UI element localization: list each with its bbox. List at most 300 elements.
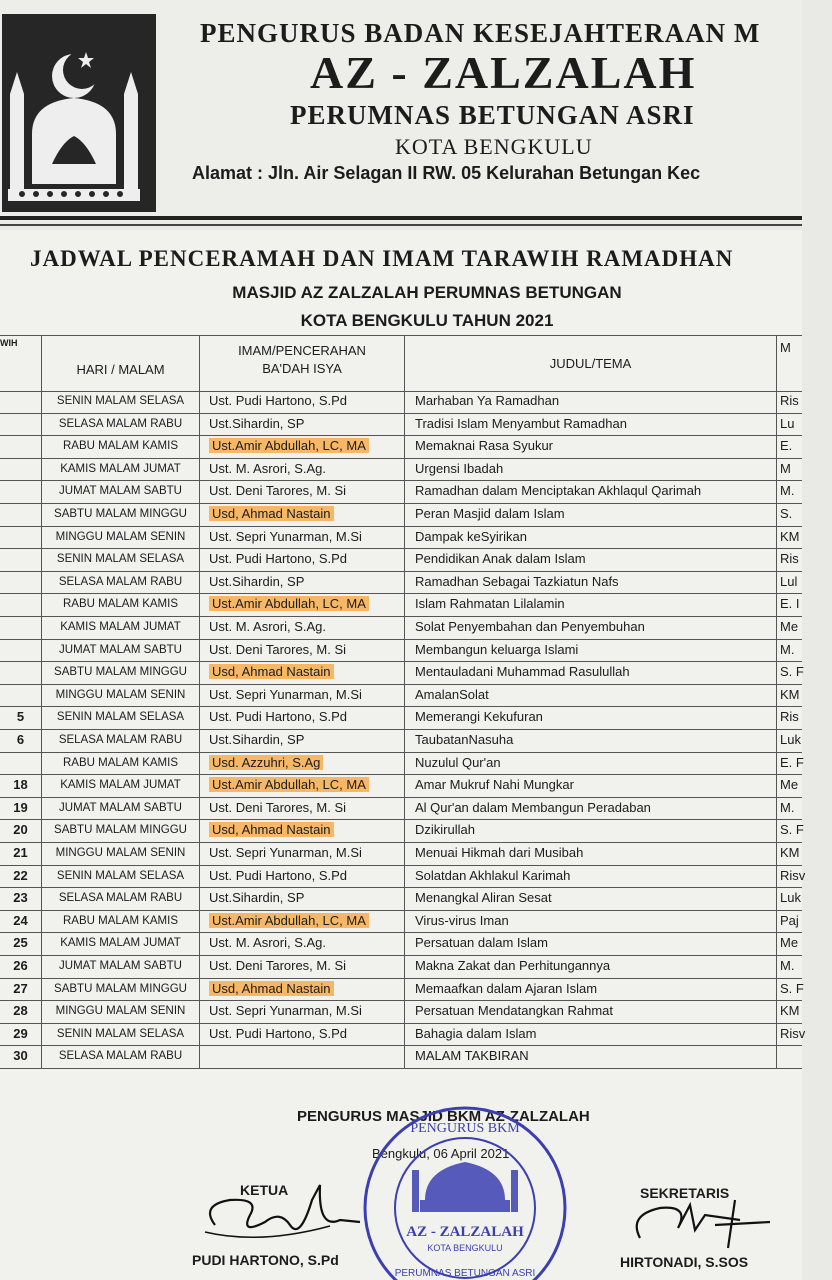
row-number [0,684,42,707]
row-day [42,774,200,797]
row-theme-text: Mentauladani Muhammad Rasulullah [415,664,630,680]
row-extra [777,797,802,820]
letterhead-text [160,18,802,208]
row-day [42,797,200,820]
table-row [0,774,802,798]
row-theme [405,413,777,436]
row-theme [405,548,777,571]
row-extra [777,1023,806,1046]
row-day [42,548,200,571]
row-imam [200,390,405,413]
row-extra [777,661,802,684]
row-theme-text: Dampak keSyirikan [415,528,527,544]
row-theme-text: AmalanSolat [415,686,489,702]
row-theme-text: Memaknai Rasa Syukur [415,438,553,454]
table-row [0,526,802,550]
row-day [42,1000,200,1023]
row-theme-text: TaubatanNasuha [415,732,514,747]
row-day-text: MINGGU MALAM SENIN [55,530,186,543]
row-extra [777,390,802,413]
row-imam [200,526,405,549]
row-extra-text: Me [780,777,799,793]
table-row [0,593,802,617]
row-number [0,752,42,775]
signature-date: Bengkulu, 06 April 2021 [372,1146,510,1161]
row-theme [405,887,777,910]
row-number [0,661,42,684]
row-extra-text: S. F [780,822,804,838]
row-imam-text: Ust.Amir Abdullah, LC, MA [209,777,369,792]
header-no: WIH [0,336,42,391]
row-imam [200,955,405,978]
row-day [42,842,200,865]
row-extra [777,593,802,616]
row-imam-text: Ust.Sihardin, SP [209,732,305,747]
table-row [0,435,802,459]
table-row [0,1000,802,1024]
row-imam [200,616,405,639]
table-row [0,480,802,504]
row-day [42,571,200,594]
row-day-text: RABU MALAM KAMIS [62,914,179,927]
row-imam [200,413,405,436]
row-imam [200,978,405,1001]
row-imam-text: Ust. M. Asrori, S.Ag. [209,935,327,951]
row-number [0,593,42,616]
row-imam-text: Usd, Ahmad Nastain [209,506,334,521]
row-day [42,887,200,910]
header-day: HARI / MALAM [42,336,200,391]
schedule-title: JADWAL PENCERAMAH DAN IMAM TARAWIH RAMADHAN [30,246,734,271]
row-imam-text: Ust. Pudi Hartono, S.Pd [209,393,348,408]
row-extra-text: Ris [780,393,799,408]
row-day [42,390,200,413]
row-day [42,503,200,526]
schedule-year: KOTA BENGKULU TAHUN 2021 [300,311,554,330]
row-number [0,865,42,888]
row-extra [777,616,802,639]
row-extra [777,413,802,436]
row-day-text: SABTU MALAM MINGGU [54,824,187,837]
row-number [0,458,42,481]
table-row [0,978,802,1002]
row-imam [200,1000,405,1023]
row-extra-text: KM [780,528,800,544]
row-number-text: 22 [13,867,28,883]
row-theme [405,752,777,775]
row-imam-text: Ust.Amir Abdullah, LC, MA [209,913,369,928]
row-extra-text: M. [780,799,795,815]
row-extra-text: E. F [780,754,804,770]
row-day [42,706,200,729]
row-number-text: 23 [13,890,28,906]
row-imam [200,480,405,503]
row-imam [200,887,405,910]
row-extra-text: Ris [780,709,799,725]
row-theme [405,910,777,933]
row-day-text: MINGGU MALAM SENIN [55,1005,186,1018]
table-row [0,729,802,753]
header-theme: JUDUL/TEMA [405,336,777,391]
row-theme [405,706,777,729]
mosque-logo-icon [2,14,156,212]
header-imam-line2: BA'DAH ISYA [262,361,342,376]
row-day [42,480,200,503]
row-number-text: 18 [13,777,28,793]
row-theme [405,390,777,413]
table-row [0,390,802,414]
row-extra-text: KM [780,1003,800,1019]
row-day [42,413,200,436]
row-theme-text: Al Qur'an dalam Membangun Peradaban [415,799,651,815]
row-day-text: KAMIS MALAM JUMAT [60,621,181,633]
row-theme-text: Solatdan Akhlakul Karimah [415,867,571,883]
row-number [0,729,42,752]
row-extra [777,526,802,549]
row-day-text: JUMAT MALAM SABTU [59,643,182,656]
row-theme [405,865,777,888]
row-theme [405,661,777,684]
row-imam [200,865,405,888]
row-number-text: 20 [13,822,28,838]
row-day [42,1045,200,1068]
row-day [42,639,200,662]
row-day-text: SENIN MALAM SELASA [56,711,185,724]
row-theme-text: Makna Zakat dan Perhitungannya [415,958,611,973]
row-imam [200,684,405,707]
row-imam [200,932,405,955]
row-imam [200,1045,405,1068]
row-number [0,819,42,842]
row-theme-text: Virus-virus Iman [415,912,509,928]
row-extra [777,842,802,865]
row-day-text: MINGGU MALAM SENIN [55,688,186,701]
row-number [0,571,42,594]
row-extra-text: Lu [780,415,795,431]
row-extra [777,548,802,571]
row-number [0,797,42,820]
row-extra-text: S. [780,506,793,521]
row-imam [200,503,405,526]
row-day-text: SELASA MALAM RABU [58,417,183,430]
chairman-name: PUDI HARTONO, S.Pd [192,1252,339,1268]
row-imam [200,797,405,820]
row-day-text: SENIN MALAM SELASA [56,869,185,882]
stamp-city-text: KOTA BENGKULU [427,1243,503,1253]
row-day [42,1023,200,1046]
row-number [0,842,42,865]
row-imam [200,571,405,594]
row-number [0,390,42,413]
row-imam-text: Usd. Azzuhri, S.Ag [209,755,323,770]
row-number [0,774,42,797]
row-theme-text: Peran Masjid dalam Islam [415,506,565,521]
row-number [0,706,42,729]
row-theme-text: MALAM TAKBIRAN [415,1048,529,1064]
row-theme-text: Ramadhan Sebagai Tazkiatun Nafs [415,573,619,589]
row-theme [405,593,777,616]
row-theme-text: Solat Penyembahan dan Penyembuhan [415,619,645,634]
row-number [0,480,42,503]
row-number-text: 25 [13,935,28,951]
row-extra-text: Luk [780,890,801,906]
row-imam-text: Ust. M. Asrori, S.Ag. [209,460,327,476]
divider-thick [0,216,802,220]
row-day [42,978,200,1001]
row-theme-text: Marhaban Ya Ramadhan [415,393,560,408]
row-imam [200,661,405,684]
row-extra-text: Risv [780,1025,806,1041]
row-day [42,616,200,639]
schedule-subtitle: MASJID AZ ZALZALAH PERUMNAS BETUNGAN [232,283,622,302]
row-imam-text: Ust. Deni Tarores, M. Si [209,641,347,657]
table-row [0,1045,802,1069]
row-extra [777,639,802,662]
row-day-text: KAMIS MALAM JUMAT [60,937,181,950]
row-day [42,661,200,684]
row-theme-text: Dzikirullah [415,822,475,838]
row-imam [200,706,405,729]
row-theme [405,842,777,865]
row-theme [405,955,777,978]
row-number-text: 26 [13,958,28,973]
row-theme-text: Memerangi Kekufuran [415,709,543,725]
row-imam-text: Ust. Deni Tarores, M. Si [209,483,347,499]
table-row [0,955,802,979]
row-number [0,1023,42,1046]
row-imam-text: Usd, Ahmad Nastain [209,981,334,996]
row-number-text: 19 [13,799,28,815]
row-day-text: SELASA MALAM RABU [58,734,183,746]
table-row [0,706,802,730]
row-number-text: 5 [16,709,25,725]
row-theme [405,774,777,797]
row-extra-text: Paj [780,912,799,928]
row-extra [777,706,802,729]
row-imam-text: Usd, Ahmad Nastain [209,664,334,679]
table-row [0,842,802,866]
table-row [0,458,802,482]
row-theme-text: Bahagia dalam Islam [415,1025,537,1041]
table-row [0,910,802,934]
row-day-text: MINGGU MALAM SENIN [55,847,186,859]
row-theme-text: Persatuan Mendatangkan Rahmat [415,1003,614,1019]
chairman-role: KETUA [240,1182,289,1198]
table-row [0,684,802,708]
row-theme-text: Pendidikan Anak dalam Islam [415,551,586,567]
row-theme-text: Ramadhan dalam Menciptakan Akhlaqul Qarimah [415,483,702,499]
row-theme [405,458,777,481]
row-imam [200,639,405,662]
row-extra-text: M. [780,483,795,499]
row-theme [405,932,777,955]
row-extra-text: Risv [780,867,806,883]
row-extra-text: Lul [780,573,798,589]
row-number-text: 29 [13,1025,28,1041]
row-day [42,684,200,707]
secretary-name: HIRTONADI, S.SOS [620,1254,749,1270]
row-number [0,887,42,910]
row-number [0,1000,42,1023]
row-number-text: 30 [13,1048,28,1064]
row-number [0,639,42,662]
row-number-text: 24 [13,912,28,928]
row-extra [777,955,802,978]
row-theme-text: Amar Mukruf Nahi Mungkar [415,777,574,793]
row-theme [405,503,777,526]
row-day-text: RABU MALAM KAMIS [62,756,179,769]
row-theme [405,435,777,458]
row-number [0,978,42,1001]
row-imam [200,435,405,458]
row-imam-text: Ust. Sepri Yunarman, M.Si [209,1003,362,1019]
letterhead [0,0,802,222]
row-number-text: 27 [13,980,28,996]
row-extra [777,819,802,842]
row-theme-text: Menangkal Aliran Sesat [415,890,552,906]
row-day-text: SENIN MALAM SELASA [56,395,185,407]
row-number-text: 6 [16,732,25,747]
table-row [0,797,802,821]
row-imam [200,819,405,842]
row-extra [777,752,802,775]
row-day [42,729,200,752]
header-imam-line1: IMAM/PENCERAHAN [238,343,366,358]
table-row [0,1023,806,1047]
row-day-text: SELASA MALAM RABU [58,1050,183,1063]
row-extra-text: M. [780,641,795,657]
row-extra-text: KM [780,686,800,702]
table-row [0,887,802,911]
row-number [0,503,42,526]
row-theme [405,1000,777,1023]
row-theme [405,978,777,1001]
signature-org: PENGURUS MASJID BKM AZ-ZALZALAH [297,1108,590,1125]
row-day-text: SELASA MALAM RABU [58,575,183,588]
row-extra [777,684,802,707]
row-imam [200,458,405,481]
row-number [0,526,42,549]
row-theme [405,571,777,594]
row-day [42,526,200,549]
row-extra-text: Luk [780,732,801,747]
row-imam [200,910,405,933]
row-imam-text: Ust. Pudi Hartono, S.Pd [209,709,348,725]
row-imam [200,548,405,571]
table-row [0,752,802,776]
row-day [42,932,200,955]
row-day [42,458,200,481]
row-number [0,910,42,933]
row-day-text: SABTU MALAM MINGGU [54,508,187,520]
row-extra-text: E. I [780,596,800,612]
header-extra: M [780,340,791,355]
row-theme [405,797,777,820]
row-number [0,1045,42,1068]
row-extra [777,480,802,503]
row-day-text: RABU MALAM KAMIS [62,598,179,611]
table-row [0,865,806,889]
row-number [0,932,42,955]
row-number [0,413,42,436]
row-theme-text: Tradisi Islam Menyambut Ramadhan [415,415,627,431]
row-imam [200,593,405,616]
row-extra-text: Ris [780,551,799,567]
row-number-text: 21 [13,845,28,860]
row-number [0,955,42,978]
row-theme-text: Persatuan dalam Islam [415,935,548,951]
secretary-role: SEKRETARIS [640,1185,730,1201]
letterhead-line1: PENGURUS BADAN KESEJAHTERAAN M [200,18,761,48]
header-imam [200,336,405,391]
row-theme [405,639,777,662]
row-day [42,435,200,458]
row-extra [777,865,806,888]
row-theme [405,1023,777,1046]
row-extra [777,729,802,752]
row-extra [777,887,802,910]
row-number [0,435,42,458]
row-imam-text: Ust. Deni Tarores, M. Si [209,958,347,973]
row-imam-text: Ust. Sepri Yunarman, M.Si [209,845,362,860]
row-extra [777,458,802,481]
table-row [0,413,802,437]
row-day-text: JUMAT MALAM SABTU [59,960,182,972]
row-imam [200,752,405,775]
table-header [0,335,802,392]
row-day-text: RABU MALAM KAMIS [62,440,179,453]
row-day-text: SABTU MALAM MINGGU [54,982,187,995]
row-extra-text: S. F [780,664,804,680]
row-day-text: KAMIS MALAM JUMAT [60,779,181,792]
row-extra-text: Me [780,935,799,951]
letterhead-name: AZ - ZALZALAH [310,47,697,98]
row-imam-text: Usd, Ahmad Nastain [209,822,334,837]
row-theme [405,729,777,752]
row-day [42,955,200,978]
row-extra [777,910,802,933]
row-extra-text: KM [780,845,800,860]
stamp-main-text: AZ - ZALZALAH [406,1224,524,1240]
row-extra-text: E. [780,438,793,454]
row-imam [200,1023,405,1046]
row-extra [777,1000,802,1023]
row-imam-text: Ust. Sepri Yunarman, M.Si [209,686,362,702]
row-imam [200,729,405,752]
row-theme-text: Islam Rahmatan Lilalamin [415,596,565,612]
row-imam-text: Ust.Sihardin, SP [209,890,305,906]
row-day [42,752,200,775]
row-theme [405,616,777,639]
row-extra [777,1045,802,1068]
row-imam-text: Ust. Pudi Hartono, S.Pd [209,1025,348,1041]
row-extra [777,503,802,526]
table-row [0,548,802,572]
row-imam [200,774,405,797]
divider-thin [0,224,802,226]
letterhead-line3: PERUMNAS BETUNGAN ASRI [290,100,695,130]
row-extra-text: M [780,460,791,476]
table-row [0,639,802,663]
letterhead-address: Alamat : Jln. Air Selagan II RW. 05 Kelurahan Betungan Kec [192,163,701,183]
row-imam-text: Ust. Pudi Hartono, S.Pd [209,867,348,883]
table-row [0,503,802,527]
row-number-text: 28 [13,1003,28,1019]
row-day-text: JUMAT MALAM SABTU [59,801,182,814]
row-number [0,548,42,571]
row-imam-text: Ust. Deni Tarores, M. Si [209,799,347,815]
row-theme-text: Membangun keluarga Islami [415,641,579,657]
